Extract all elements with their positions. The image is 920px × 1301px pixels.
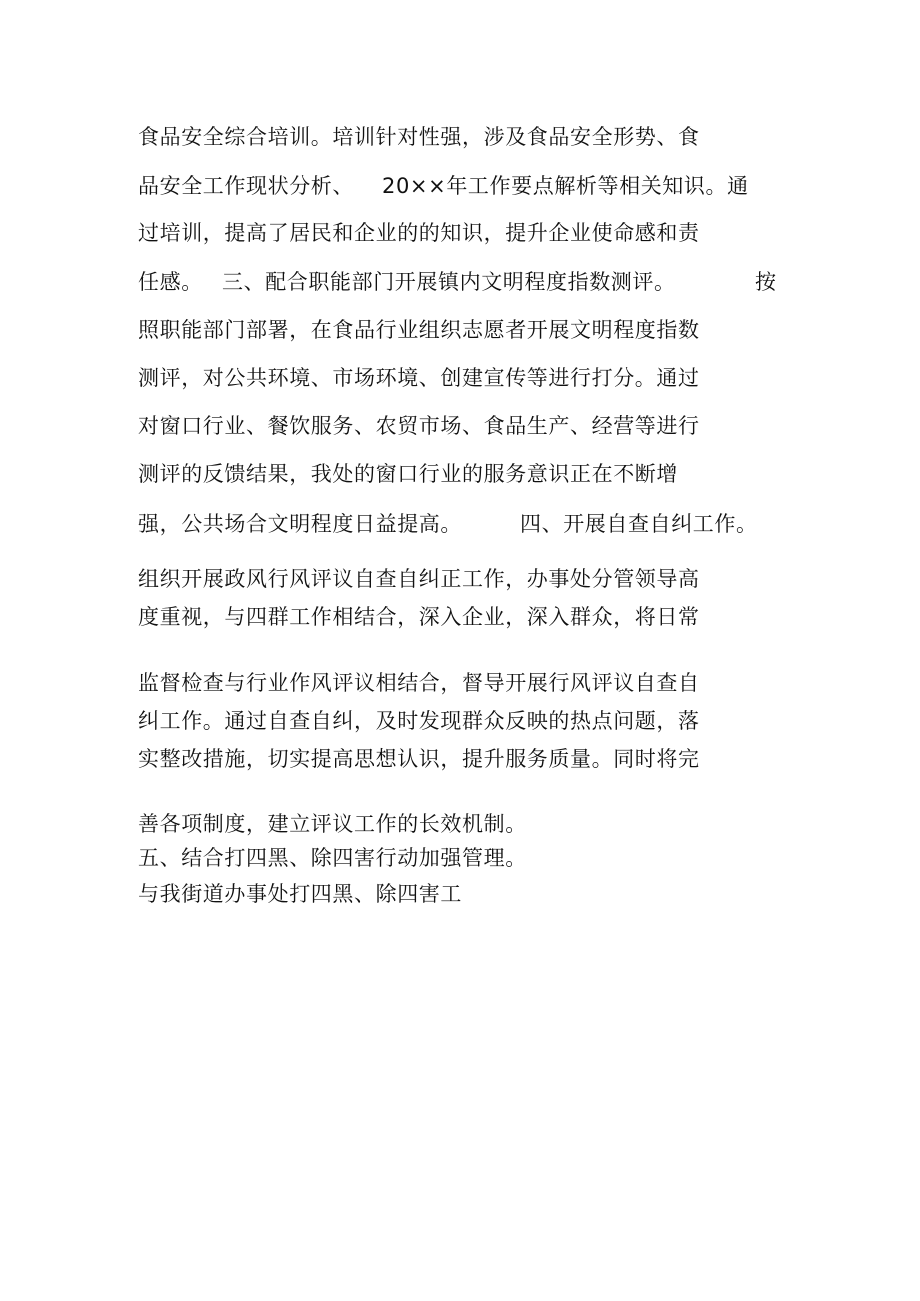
text-segment: 对窗口行业、餐饮服务、农贸市场、食品生产、经营等进行 xyxy=(138,414,700,438)
section-heading-3: 三、配合职能部门开展镇内文明程度指数测评。 xyxy=(222,270,676,294)
text-segment: 度重视，与四群工作相结合，深入企业，深入群众，将日常 xyxy=(138,605,700,629)
text-line-14 xyxy=(138,745,700,773)
text-line-12 xyxy=(138,669,700,697)
text-segment: 实整改措施，切实提高思想认识，提升服务质量。同时将完 xyxy=(138,747,700,771)
text-line-8 xyxy=(138,460,678,488)
text-segment: 纠工作。通过自查自纠，及时发现群众反映的热点问题，落 xyxy=(138,709,700,733)
text-line-13 xyxy=(138,707,700,735)
text-segment: 任感。 xyxy=(138,270,203,294)
text-segment: 20××年工作要点解析等相关知识。通 xyxy=(382,174,749,198)
text-segment: 按 xyxy=(755,270,777,294)
text-segment: 照职能部门部署，在食品行业组织志愿者开展文明程度指数 xyxy=(138,318,700,342)
text-line-1 xyxy=(138,123,700,151)
text-segment: 善各项制度，建立评议工作的长效机制。 xyxy=(138,812,527,836)
section-heading-5 xyxy=(138,844,527,872)
text-segment: 监督检查与行业作风评议相结合，督导开展行风评议自查自 xyxy=(138,671,700,695)
text-line-15 xyxy=(138,810,527,838)
text-segment: 过培训，提高了居民和企业的的知识，提升企业使命感和责 xyxy=(138,221,700,245)
text-line-9 xyxy=(138,510,758,538)
text-segment: 与我街道办事处打四黑、除四害工 xyxy=(138,882,462,906)
section-heading-4: 四、开展自查自纠工作。 xyxy=(520,512,758,536)
text-line-5 xyxy=(138,316,700,344)
text-segment: 测评，对公共环境、市场环境、创建宣传等进行打分。通过 xyxy=(138,366,700,390)
text-line-7 xyxy=(138,412,700,440)
text-line-3 xyxy=(138,219,700,247)
text-segment: 强，公共场合文明程度日益提高。 xyxy=(138,512,462,536)
text-line-6 xyxy=(138,364,700,392)
text-line-11 xyxy=(138,603,700,631)
text-line-2 xyxy=(138,172,749,200)
text-segment: 五、结合打四黑、除四害行动加强管理。 xyxy=(138,846,527,870)
text-line-17 xyxy=(138,880,462,908)
text-line-10 xyxy=(138,565,700,593)
text-segment: 品安全工作现状分析、 xyxy=(138,174,354,198)
text-line-4 xyxy=(138,268,777,296)
text-segment: 测评的反馈结果，我处的窗口行业的服务意识正在不断增 xyxy=(138,462,678,486)
text-segment: 组织开展政风行风评议自查自纠正工作，办事处分管领导高 xyxy=(138,567,700,591)
text-segment: 食品安全综合培训。培训针对性强，涉及食品安全形势、食 xyxy=(138,125,700,149)
